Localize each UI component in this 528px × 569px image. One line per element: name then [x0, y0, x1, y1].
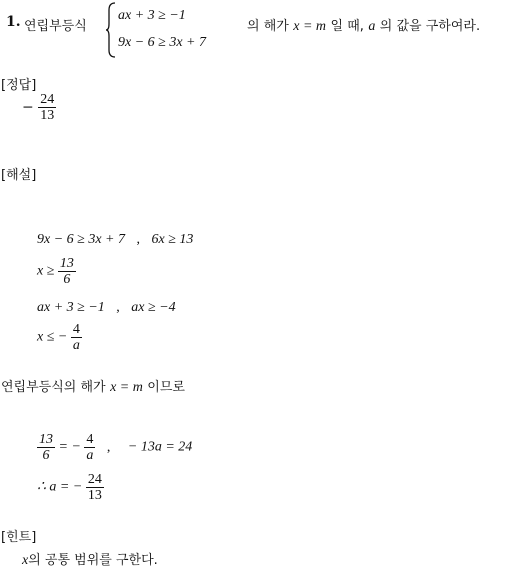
system-brace: [106, 2, 116, 58]
answer-fraction: $\frac{24}{13}$: [40, 92, 55, 123]
answer-sign: −: [22, 99, 34, 116]
solution-statement: 연립부등식의 해가 x = m 이므로: [1, 380, 185, 395]
problem-var-a: a: [368, 19, 376, 34]
problem-text-3: 의 값을 구하여라.: [379, 19, 481, 34]
hint-text: x의 공통 범위를 구한다.: [22, 553, 158, 568]
problem-intro-text: 연립부등식: [24, 19, 87, 34]
problem-text-1: 의 해가: [247, 19, 289, 34]
solution-line-2: x ≥ $\frac{13}{6}$: [37, 256, 74, 287]
answer-label: [정답]: [1, 78, 37, 93]
solution-line-5: $\frac{13}{6}$ = − $\frac{4}{a}$ , − 13a = 24: [39, 432, 193, 463]
answer-value: [22, 92, 56, 123]
solution-line-1: 9x − 6 ≥ 3x + 7 , 6x ≥ 13: [37, 232, 194, 247]
problem-text-2: 일 때,: [330, 19, 364, 34]
problem-condition: x = m: [293, 19, 327, 34]
solution-line-4: x ≤ − $\frac{4}{a}$: [37, 322, 80, 353]
problem-condition-line: [247, 15, 480, 35]
solution-line-3: ax + 3 ≥ −1 , ax ≥ −4: [37, 300, 176, 315]
problem-number: 1.: [6, 14, 21, 30]
hint-label: [힌트]: [1, 530, 37, 545]
system-inequality-2: 9x − 6 ≥ 3x + 7: [118, 35, 207, 50]
system-inequality-1: ax + 3 ≥ −1: [118, 8, 186, 23]
solution-label: [해설]: [1, 168, 37, 183]
solution-line-6: ∴ a = − $\frac{24}{13}$: [37, 472, 102, 503]
